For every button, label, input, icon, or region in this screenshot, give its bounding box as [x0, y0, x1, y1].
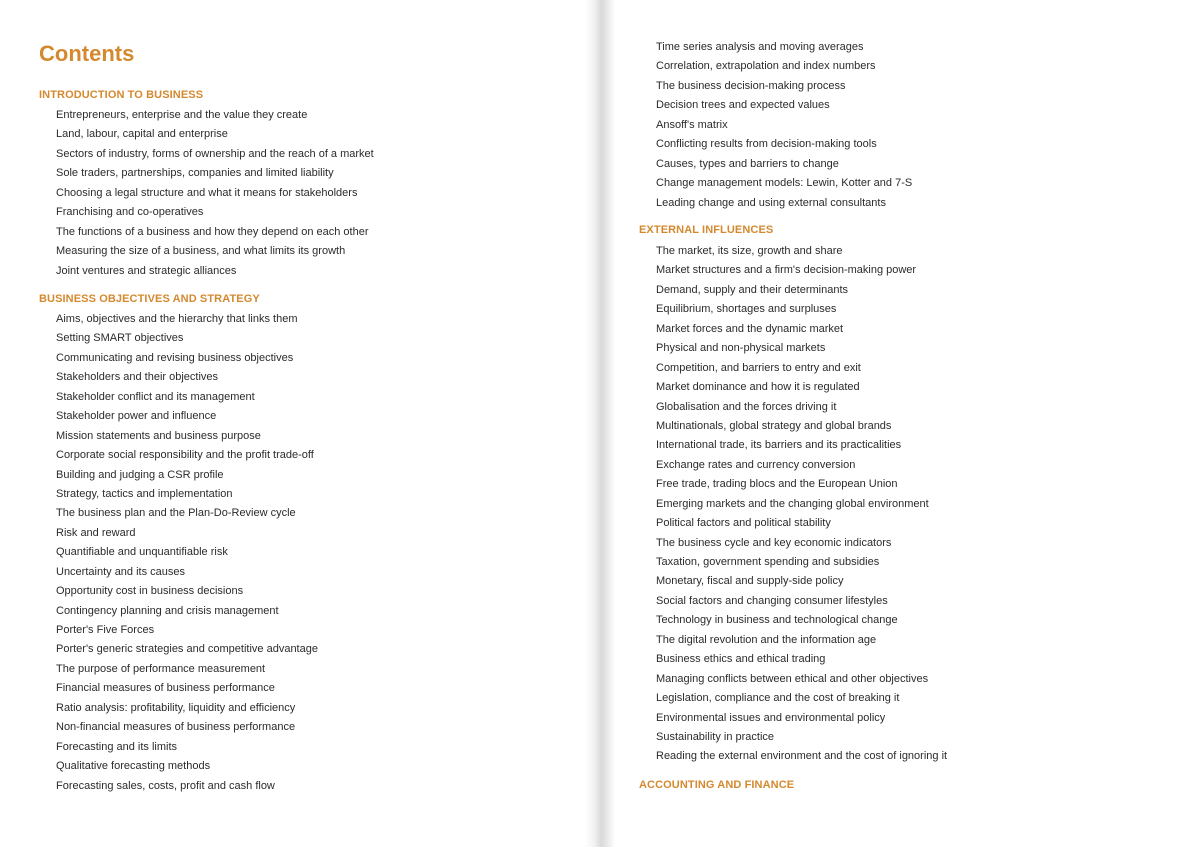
- right-page: [610, 0, 1200, 847]
- toc-list-external-influences: [656, 242, 947, 767]
- toc-entry[interactable]: Ansoff's matrix: [656, 118, 728, 131]
- toc-list-business-objectives-and-strategy: [56, 310, 318, 796]
- toc-entry[interactable]: Opportunity cost in business decisions: [56, 585, 244, 598]
- toc-entry[interactable]: The business decision-making process: [656, 79, 846, 92]
- toc-entry[interactable]: Social factors and changing consumer lifestyles: [656, 594, 888, 607]
- toc-entry[interactable]: Technology in business and technological change: [656, 614, 898, 627]
- toc-entry[interactable]: Correlation, extrapolation and index numbers: [656, 60, 876, 73]
- toc-entry[interactable]: Political factors and political stability: [656, 517, 831, 530]
- toc-entry[interactable]: Legislation, compliance and the cost of breaking it: [656, 692, 900, 705]
- toc-entry[interactable]: Sectors of industry, forms of ownership and the reach of a market: [56, 147, 374, 160]
- toc-entry[interactable]: The functions of a business and how they depend on each other: [56, 225, 369, 238]
- toc-entry[interactable]: Stakeholders and their objectives: [56, 371, 219, 384]
- toc-entry[interactable]: Demand, supply and their determinants: [656, 283, 848, 296]
- toc-entry[interactable]: Aims, objectives and the hierarchy that links them: [56, 313, 298, 325]
- toc-entry[interactable]: The market, its size, growth and share: [656, 245, 843, 257]
- toc-entry[interactable]: Conflicting results from decision-making tools: [656, 138, 877, 151]
- toc-entry[interactable]: Quantifiable and unquantifiable risk: [56, 546, 228, 559]
- toc-entry[interactable]: Financial measures of business performance: [56, 682, 275, 695]
- toc-entry[interactable]: Free trade, trading blocs and the European Union: [656, 478, 898, 491]
- toc-entry[interactable]: Franchising and co-operatives: [56, 206, 204, 219]
- toc-entry[interactable]: International trade, its barriers and its practicalities: [656, 439, 902, 452]
- toc-entry[interactable]: Risk and reward: [56, 526, 136, 539]
- toc-entry[interactable]: Mission statements and business purpose: [56, 429, 261, 442]
- toc-entry[interactable]: Equilibrium, shortages and surpluses: [656, 303, 837, 316]
- toc-entry[interactable]: Causes, types and barriers to change: [656, 157, 839, 170]
- toc-entry[interactable]: Exchange rates and currency conversion: [656, 458, 856, 471]
- toc-entry[interactable]: Contingency planning and crisis management: [56, 604, 279, 617]
- toc-entry[interactable]: Globalisation and the forces driving it: [656, 400, 837, 413]
- toc-entry[interactable]: Stakeholder conflict and its management: [56, 390, 255, 403]
- toc-entry[interactable]: Competition, and barriers to entry and exit: [656, 361, 861, 374]
- toc-list-introduction-to-business: [56, 106, 374, 281]
- toc-entry[interactable]: Strategy, tactics and implementation: [56, 487, 233, 500]
- toc-entry[interactable]: Multinationals, global strategy and global brands: [656, 419, 892, 432]
- toc-entry[interactable]: Sustainability in practice: [656, 730, 775, 743]
- toc-entry[interactable]: Entrepreneurs, enterprise and the value they create: [56, 109, 308, 121]
- toc-entry[interactable]: Monetary, fiscal and supply-side policy: [656, 575, 844, 588]
- toc-entry[interactable]: Physical and non-physical markets: [656, 342, 826, 355]
- toc-entry[interactable]: Market forces and the dynamic market: [656, 322, 844, 335]
- toc-entry[interactable]: Market structures and a firm's decision-making power: [656, 264, 917, 277]
- toc-entry[interactable]: The digital revolution and the information age: [656, 633, 877, 646]
- toc-entry[interactable]: Porter's generic strategies and competitive advantage: [56, 643, 318, 656]
- toc-entry[interactable]: Environmental issues and environmental policy: [656, 711, 886, 724]
- toc-entry[interactable]: Stakeholder power and influence: [56, 410, 217, 423]
- toc-entry[interactable]: Corporate social responsibility and the profit trade-off: [56, 449, 314, 462]
- toc-list-continued: [656, 38, 912, 213]
- toc-entry[interactable]: Joint ventures and strategic alliances: [56, 264, 237, 277]
- toc-entry[interactable]: Forecasting and its limits: [56, 740, 178, 753]
- toc-entry[interactable]: Sole traders, partnerships, companies and limited liability: [56, 167, 334, 180]
- toc-entry[interactable]: Uncertainty and its causes: [56, 565, 186, 578]
- toc-entry[interactable]: Change management models: Lewin, Kotter and 7-S: [656, 177, 913, 190]
- toc-entry[interactable]: Taxation, government spending and subsidies: [656, 556, 880, 568]
- section-heading-external-influences: EXTERNAL INFLUENCES: [639, 224, 774, 236]
- toc-entry[interactable]: Forecasting sales, costs, profit and cash flow: [56, 779, 275, 792]
- section-heading-introduction-to-business: INTRODUCTION TO BUSINESS: [39, 89, 204, 101]
- toc-entry[interactable]: Porter's Five Forces: [56, 624, 155, 636]
- section-heading-business-objectives-and-strategy: BUSINESS OBJECTIVES AND STRATEGY: [39, 293, 260, 305]
- page-title: Contents: [39, 41, 135, 66]
- toc-entry[interactable]: Building and judging a CSR profile: [56, 468, 224, 481]
- toc-entry[interactable]: Land, labour, capital and enterprise: [56, 128, 228, 141]
- toc-entry[interactable]: Reading the external environment and the cost of ignoring it: [656, 750, 948, 763]
- toc-entry[interactable]: Choosing a legal structure and what it means for stakeholders: [56, 186, 358, 199]
- toc-entry[interactable]: Market dominance and how it is regulated: [656, 381, 860, 394]
- left-page: [0, 0, 592, 847]
- toc-entry[interactable]: Business ethics and ethical trading: [656, 653, 826, 666]
- toc-entry[interactable]: Non-financial measures of business performance: [56, 721, 296, 734]
- toc-entry[interactable]: Decision trees and expected values: [656, 99, 830, 112]
- toc-entry[interactable]: Time series analysis and moving averages: [656, 41, 864, 53]
- toc-entry[interactable]: Setting SMART objectives: [56, 332, 184, 345]
- toc-entry[interactable]: Qualitative forecasting methods: [56, 760, 211, 773]
- toc-entry[interactable]: Ratio analysis: profitability, liquidity and efficiency: [56, 701, 296, 714]
- toc-entry[interactable]: Communicating and revising business objectives: [56, 351, 294, 364]
- toc-entry[interactable]: The business cycle and key economic indicators: [656, 536, 892, 549]
- section-heading-accounting-and-finance: ACCOUNTING AND FINANCE: [639, 779, 795, 791]
- toc-entry[interactable]: Measuring the size of a business, and what limits its growth: [56, 245, 346, 258]
- toc-entry[interactable]: Managing conflicts between ethical and other objectives: [656, 672, 929, 685]
- toc-entry[interactable]: The purpose of performance measurement: [56, 662, 266, 675]
- toc-entry[interactable]: The business plan and the Plan-Do-Review cycle: [56, 507, 296, 520]
- toc-entry[interactable]: Emerging markets and the changing global environment: [656, 497, 929, 510]
- toc-entry[interactable]: Leading change and using external consultants: [656, 196, 886, 209]
